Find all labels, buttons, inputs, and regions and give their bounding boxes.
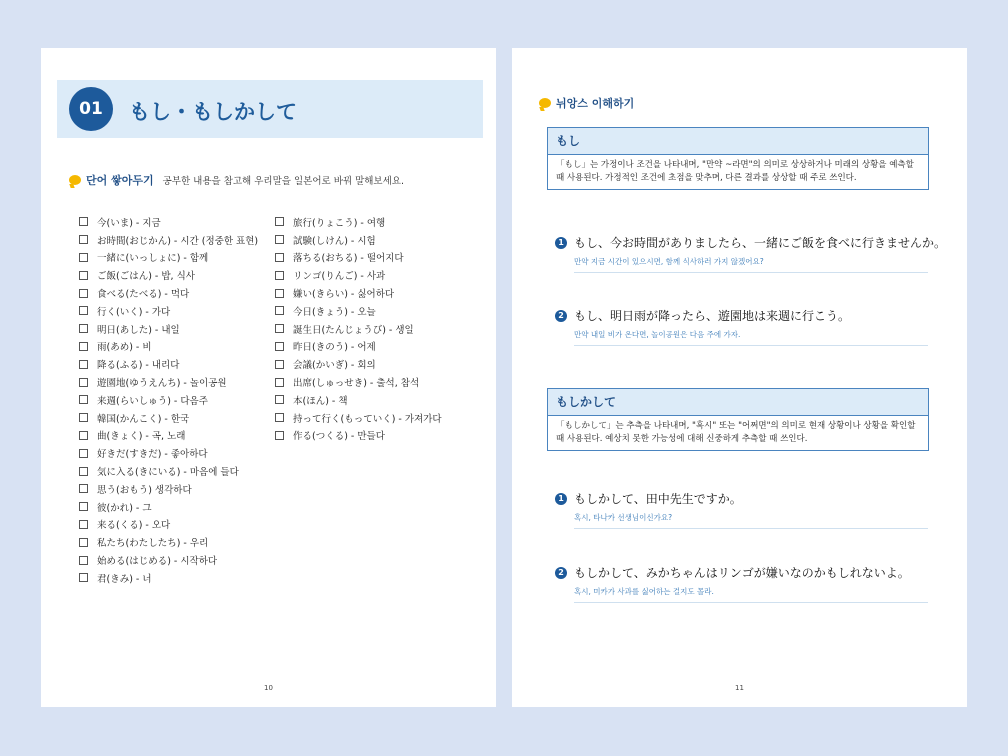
nuance-section-header (539, 95, 634, 111)
checkbox-icon[interactable] (79, 306, 88, 315)
vocab-text: 思う(おもう) 생각하다 (97, 484, 192, 496)
vocab-text: 降る(ふる) - 내리다 (97, 360, 180, 372)
checkbox-icon[interactable] (275, 306, 284, 315)
checkbox-icon[interactable] (275, 235, 284, 244)
vocab-item (79, 284, 258, 302)
vocab-text: 気に入る(きにいる) - 마음에 들다 (97, 467, 239, 479)
example-number: 1 (555, 237, 567, 249)
example-number: 1 (555, 493, 567, 505)
vocab-text: 旅行(りょこう) - 여행 (293, 217, 386, 229)
moshi-explanation-box (547, 127, 929, 190)
right-page (512, 48, 967, 707)
vocab-item (275, 355, 442, 373)
left-page (41, 48, 496, 707)
vocab-item (275, 409, 442, 427)
speech-bubble-icon (539, 98, 551, 108)
vocab-item (79, 355, 258, 373)
checkbox-icon[interactable] (79, 431, 88, 440)
vocab-item (79, 320, 258, 338)
checkbox-icon[interactable] (79, 342, 88, 351)
lesson-title-banner (57, 80, 483, 138)
vocab-item (79, 462, 258, 480)
checkbox-icon[interactable] (79, 467, 88, 476)
checkbox-icon[interactable] (79, 324, 88, 333)
divider (574, 528, 928, 529)
vocab-item (79, 338, 258, 356)
example-korean: 만약 내일 비가 온다면, 놀이공원은 다음 주에 가자. (574, 330, 741, 339)
vocab-item (275, 320, 442, 338)
checkbox-icon[interactable] (79, 360, 88, 369)
vocab-text: 本(ほん) - 책 (293, 395, 348, 407)
vocab-item (275, 213, 442, 231)
checkbox-icon[interactable] (275, 431, 284, 440)
checkbox-icon[interactable] (79, 520, 88, 529)
vocab-text: 遊園地(ゆうえんち) - 놀이공원 (97, 378, 227, 390)
lesson-number-badge: 01 (69, 87, 113, 131)
vocab-item (79, 213, 258, 231)
vocab-text: 今日(きょう) - 오늘 (293, 306, 376, 318)
moshi-example-2 (555, 307, 928, 346)
vocab-item (275, 249, 442, 267)
divider (574, 602, 928, 603)
vocab-text: 出席(しゅっせき) - 출석, 참석 (293, 378, 420, 390)
nuance-section-title: 뉘앙스 이해하기 (556, 97, 635, 110)
vocab-text: 落ちる(おちる) - 떨어지다 (293, 253, 404, 265)
vocab-text: ご飯(ごはん) - 밥, 식사 (97, 271, 195, 283)
checkbox-icon[interactable] (79, 484, 88, 493)
checkbox-icon[interactable] (275, 217, 284, 226)
vocab-item (79, 427, 258, 445)
vocab-text: 昨日(きのう) - 어제 (293, 342, 376, 354)
vocab-item (275, 338, 442, 356)
vocab-text: 君(きみ) - 너 (97, 573, 152, 585)
vocab-text: 彼(かれ) - 그 (97, 502, 152, 514)
checkbox-icon[interactable] (275, 342, 284, 351)
vocab-text: 食べる(たべる) - 먹다 (97, 289, 190, 301)
vocab-item (79, 231, 258, 249)
vocab-text: リンゴ(りんご) - 사과 (293, 271, 386, 283)
vocab-item (275, 373, 442, 391)
example-number: 2 (555, 310, 567, 322)
vocab-text: 嫌い(きらい) - 싫어하다 (293, 289, 395, 301)
checkbox-icon[interactable] (275, 413, 284, 422)
divider (574, 272, 928, 273)
checkbox-icon[interactable] (79, 449, 88, 458)
moshikashite-explanation-box (547, 388, 929, 451)
vocab-text: 今(いま) - 지금 (97, 217, 161, 229)
vocab-text: 韓国(かんこく) - 한국 (97, 413, 190, 425)
checkbox-icon[interactable] (79, 289, 88, 298)
checkbox-icon[interactable] (275, 360, 284, 369)
example-number: 2 (555, 567, 567, 579)
checkbox-icon[interactable] (79, 235, 88, 244)
page-number: 11 (735, 684, 744, 692)
example-korean: 혹시, 타나카 선생님이신가요? (574, 513, 673, 522)
checkbox-icon[interactable] (79, 502, 88, 511)
vocab-text: 私たち(わたしたち) - 우리 (97, 538, 209, 550)
vocab-item (275, 284, 442, 302)
checkbox-icon[interactable] (79, 573, 88, 582)
vocab-text: 好きだ(すきだ) - 좋아하다 (97, 449, 208, 461)
vocab-text: 明日(あした) - 내일 (97, 324, 180, 336)
page-number: 10 (264, 684, 273, 692)
example-japanese: もし、明日雨が降ったら、遊園地は来週に行こう。 (574, 309, 851, 323)
vocab-item (79, 409, 258, 427)
vocab-section-title: 단어 쌓아두기 (86, 174, 154, 187)
checkbox-icon[interactable] (79, 253, 88, 262)
vocab-item (79, 516, 258, 534)
moshi-box-title: もし (548, 128, 928, 155)
vocab-item (79, 249, 258, 267)
vocab-item (79, 569, 258, 587)
vocab-item (79, 533, 258, 551)
moshikashite-example-1 (555, 490, 928, 529)
vocab-item (79, 498, 258, 516)
vocab-text: 会議(かいぎ) - 회의 (293, 360, 376, 372)
example-japanese: もしかして、みかちゃんはリンゴが嫌いなのかもしれないよ。 (574, 566, 910, 580)
vocab-text: 一緒に(いっしょに) - 함께 (97, 253, 209, 265)
vocab-item (275, 231, 442, 249)
vocab-text: 雨(あめ) - 비 (97, 342, 152, 354)
checkbox-icon[interactable] (79, 395, 88, 404)
example-korean: 혹시, 미카가 사과를 싫어하는 걸지도 몰라. (574, 587, 714, 596)
moshikashite-example-2 (555, 564, 928, 603)
vocab-item (79, 444, 258, 462)
checkbox-icon[interactable] (79, 271, 88, 280)
checkbox-icon[interactable] (275, 395, 284, 404)
example-korean: 만약 지금 시간이 있으시면, 함께 식사하러 가지 않겠어요? (574, 257, 764, 266)
vocab-item (79, 391, 258, 409)
checkbox-icon[interactable] (275, 271, 284, 280)
example-japanese: もし、今お時間がありましたら、一緒にご飯を食べに行きませんか。 (574, 236, 947, 250)
moshi-box-body: 「もし」는 가정이나 조건을 나타내며, "만약 ~라면"의 의미로 상상하거나 미래의 상황을 예측할 때 사용된다. 가정적인 조건에 초점을 맞추며, 다른 결과를 상상할 때 주로 쓰인다. (556, 160, 914, 183)
checkbox-icon[interactable] (275, 324, 284, 333)
vocab-text: 試験(しけん) - 시험 (293, 235, 376, 247)
vocab-list-col1 (79, 213, 258, 587)
checkbox-icon[interactable] (79, 413, 88, 422)
checkbox-icon[interactable] (275, 378, 284, 387)
vocab-list-col2 (275, 213, 442, 444)
lesson-title: もし・もしかして (129, 100, 297, 124)
moshi-example-1 (555, 234, 947, 273)
vocab-item (79, 266, 258, 284)
checkbox-icon[interactable] (275, 289, 284, 298)
vocab-text: 作る(つくる) - 만들다 (293, 431, 385, 443)
vocab-text: 来週(らいしゅう) - 다음주 (97, 395, 208, 407)
vocab-item (79, 480, 258, 498)
vocab-item (79, 373, 258, 391)
vocab-item (275, 302, 442, 320)
example-japanese: もしかして、田中先生ですか。 (574, 492, 742, 506)
checkbox-icon[interactable] (79, 556, 88, 565)
vocab-text: お時間(おじかん) - 시간 (정중한 표현) (97, 235, 259, 247)
moshikashite-box-title: もしかして (548, 389, 928, 416)
vocab-text: 来る(くる) - 오다 (97, 520, 171, 532)
vocab-text: 曲(きょく) - 곡, 노래 (97, 431, 186, 443)
checkbox-icon[interactable] (275, 253, 284, 262)
vocab-section-header (69, 172, 404, 188)
divider (574, 345, 928, 346)
speech-bubble-icon (69, 175, 81, 185)
vocab-item (79, 302, 258, 320)
checkbox-icon[interactable] (79, 538, 88, 547)
moshikashite-box-body: 「もしかして」는 추측을 나타내며, "혹시" 또는 "어쩌면"의 의미로 현재 상황이나 상황을 확인할 때 사용된다. 예상치 못한 가능성에 대해 신중하게 추측할 때 쓰인다. (556, 421, 916, 444)
vocab-item (275, 266, 442, 284)
vocab-text: 始める(はじめる) - 시작하다 (97, 556, 218, 568)
checkbox-icon[interactable] (79, 378, 88, 387)
vocab-text: 持って行く(もっていく) - 가져가다 (293, 413, 442, 425)
vocab-text: 行く(いく) - 가다 (97, 306, 171, 318)
vocab-text: 誕生日(たんじょうび) - 생일 (293, 324, 414, 336)
vocab-section-desc: 공부한 내용을 참고해 우리말을 일본어로 바꿔 말해보세요. (162, 176, 404, 187)
vocab-item (275, 427, 442, 445)
vocab-item (275, 391, 442, 409)
checkbox-icon[interactable] (79, 217, 88, 226)
vocab-item (79, 551, 258, 569)
